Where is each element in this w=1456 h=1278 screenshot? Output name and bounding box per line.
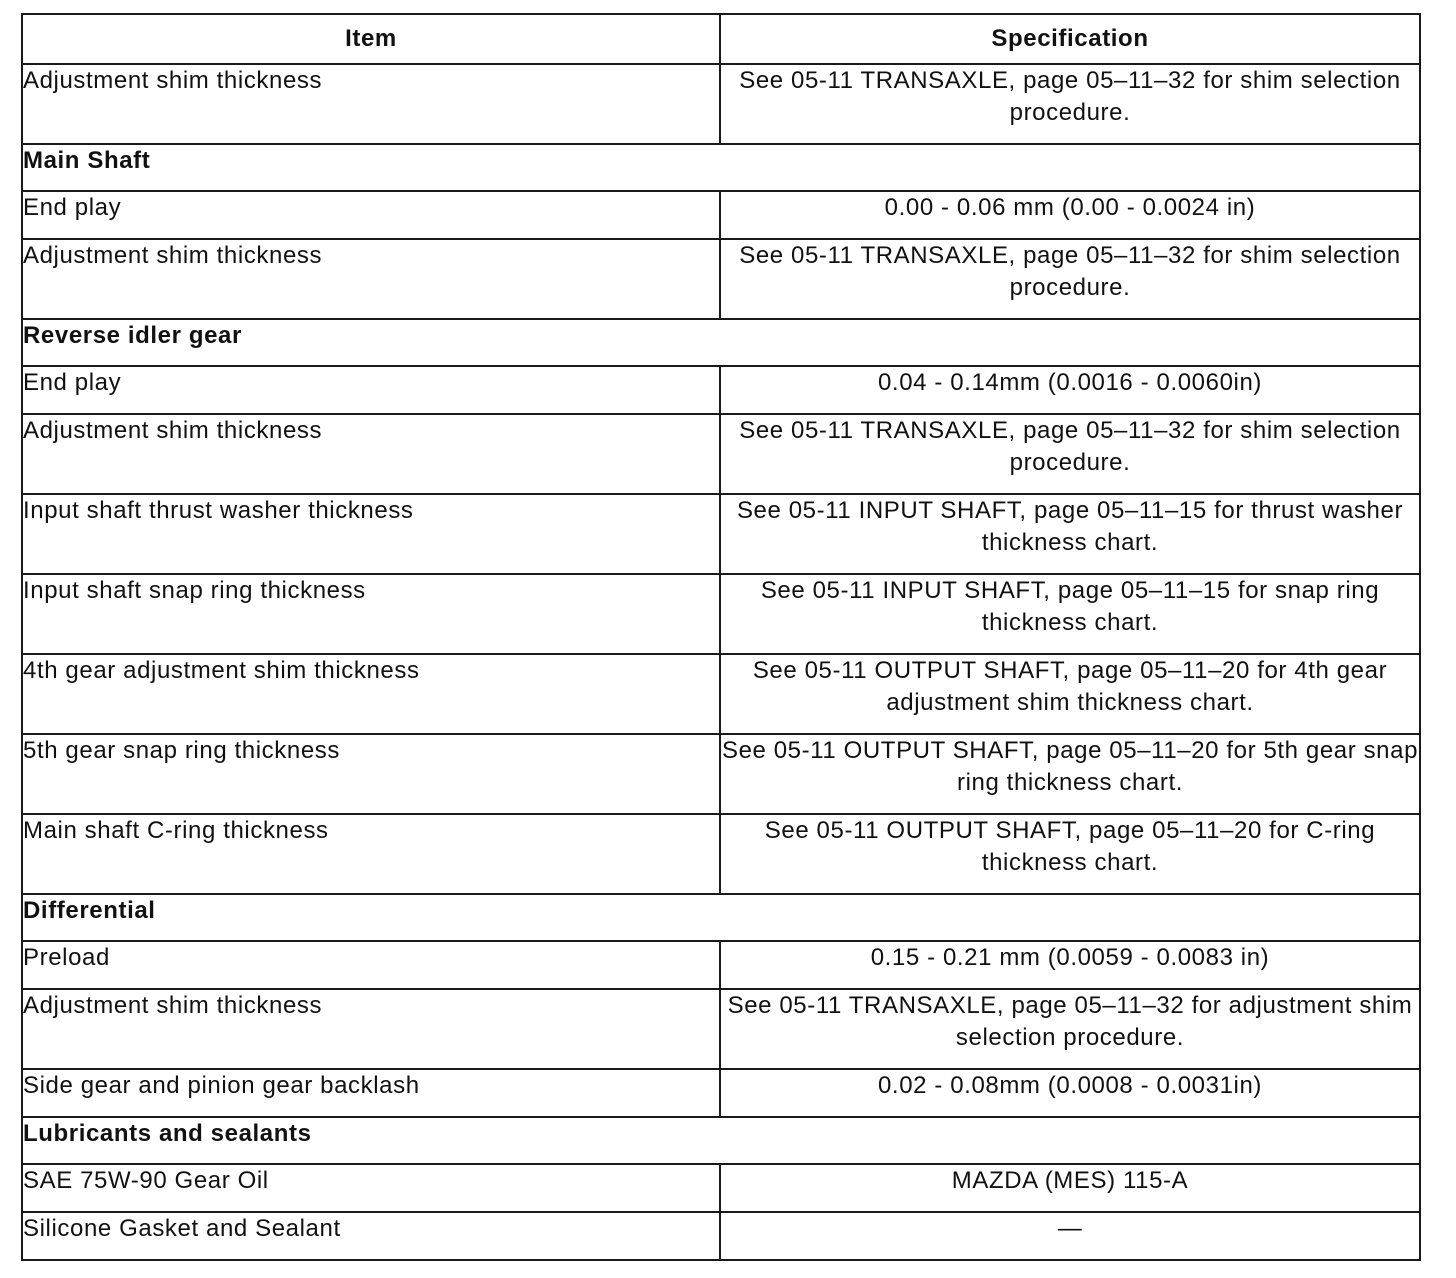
specification-cell: 0.00 - 0.06 mm (0.00 - 0.0024 in)	[720, 191, 1420, 239]
item-cell: Adjustment shim thickness	[22, 64, 720, 144]
item-cell: Main shaft C-ring thickness	[22, 814, 720, 894]
table-row	[22, 1212, 1420, 1260]
table-row	[22, 1069, 1420, 1117]
specification-cell: See 05-11 TRANSAXLE, page 05–11–32 for shim selection procedure.	[720, 64, 1420, 144]
item-cell: Silicone Gasket and Sealant	[22, 1212, 720, 1260]
item-cell: SAE 75W-90 Gear Oil	[22, 1164, 720, 1212]
item-cell: 5th gear snap ring thickness	[22, 734, 720, 814]
section-heading: Lubricants and sealants	[22, 1117, 1420, 1164]
table-row	[22, 1164, 1420, 1212]
item-cell: Adjustment shim thickness	[22, 239, 720, 319]
item-cell: Preload	[22, 941, 720, 989]
item-cell: 4th gear adjustment shim thickness	[22, 654, 720, 734]
table-row	[22, 366, 1420, 414]
table-row	[22, 64, 1420, 144]
table-header-row	[22, 14, 1420, 64]
section-heading: Reverse idler gear	[22, 319, 1420, 366]
item-cell: End play	[22, 366, 720, 414]
specification-cell: See 05-11 OUTPUT SHAFT, page 05–11–20 for 4th gear adjustment shim thickness chart.	[720, 654, 1420, 734]
item-cell: Adjustment shim thickness	[22, 989, 720, 1069]
table-row	[22, 239, 1420, 319]
item-cell: Input shaft thrust washer thickness	[22, 494, 720, 574]
table-row	[22, 654, 1420, 734]
specification-cell: 0.02 - 0.08mm (0.0008 - 0.0031in)	[720, 1069, 1420, 1117]
specification-cell: 0.15 - 0.21 mm (0.0059 - 0.0083 in)	[720, 941, 1420, 989]
section-heading: Differential	[22, 894, 1420, 941]
specification-cell: 0.04 - 0.14mm (0.0016 - 0.0060in)	[720, 366, 1420, 414]
table-row	[22, 734, 1420, 814]
section-heading: Main Shaft	[22, 144, 1420, 191]
specification-cell: See 05-11 TRANSAXLE, page 05–11–32 for adjustment shim selection procedure.	[720, 989, 1420, 1069]
item-cell: End play	[22, 191, 720, 239]
specification-cell: See 05-11 OUTPUT SHAFT, page 05–11–20 for 5th gear snap ring thickness chart.	[720, 734, 1420, 814]
specification-cell: MAZDA (MES) 115-A	[720, 1164, 1420, 1212]
item-cell: Input shaft snap ring thickness	[22, 574, 720, 654]
specification-cell: See 05-11 OUTPUT SHAFT, page 05–11–20 for C-ring thickness chart.	[720, 814, 1420, 894]
section-row	[22, 144, 1420, 191]
specification-cell: See 05-11 INPUT SHAFT, page 05–11–15 for thrust washer thickness chart.	[720, 494, 1420, 574]
table-row	[22, 414, 1420, 494]
table-row	[22, 191, 1420, 239]
column-header-item: Item	[22, 14, 720, 64]
specification-cell: See 05-11 TRANSAXLE, page 05–11–32 for shim selection procedure.	[720, 414, 1420, 494]
item-cell: Side gear and pinion gear backlash	[22, 1069, 720, 1117]
specification-cell: See 05-11 TRANSAXLE, page 05–11–32 for shim selection procedure.	[720, 239, 1420, 319]
section-row	[22, 894, 1420, 941]
item-cell: Adjustment shim thickness	[22, 414, 720, 494]
table-body	[22, 64, 1420, 1260]
section-row	[22, 1117, 1420, 1164]
specification-table	[21, 13, 1421, 1261]
table-row	[22, 814, 1420, 894]
table-row	[22, 989, 1420, 1069]
section-row	[22, 319, 1420, 366]
specification-cell: —	[720, 1212, 1420, 1260]
table-row	[22, 494, 1420, 574]
table-row	[22, 941, 1420, 989]
column-header-specification: Specification	[720, 14, 1420, 64]
table-row	[22, 574, 1420, 654]
specification-cell: See 05-11 INPUT SHAFT, page 05–11–15 for snap ring thickness chart.	[720, 574, 1420, 654]
